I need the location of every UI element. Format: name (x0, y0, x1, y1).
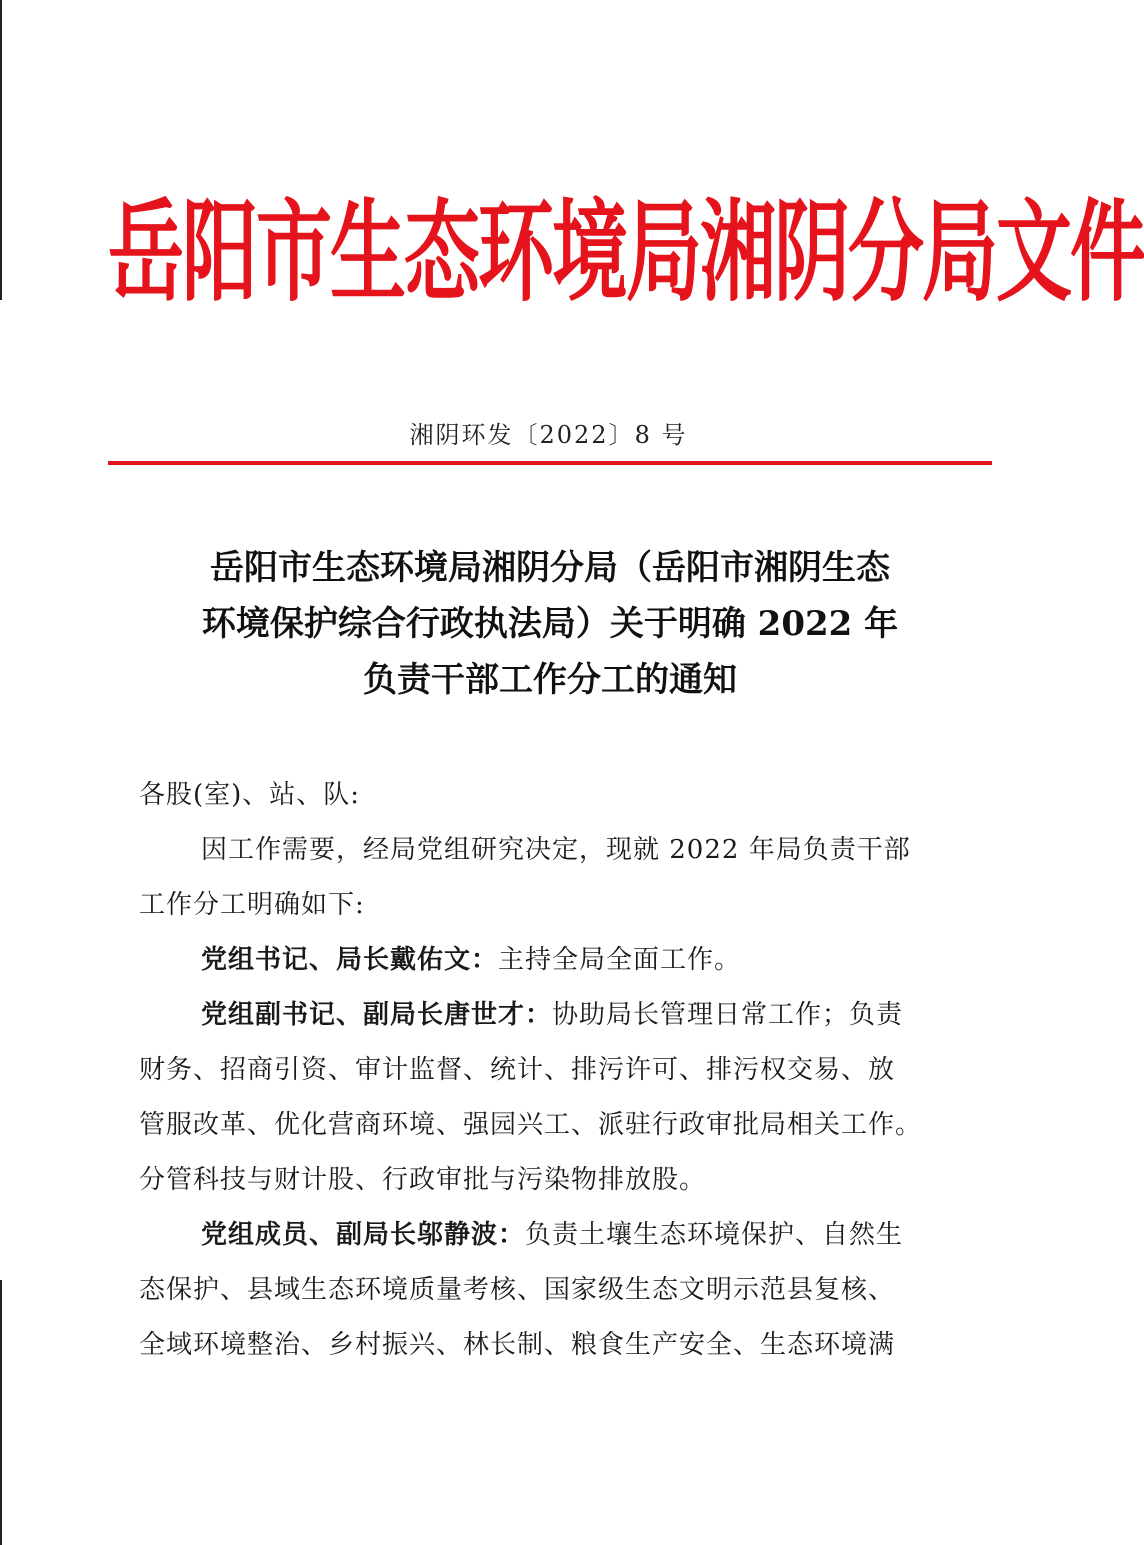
assignment-text: 管服改革、优化营商环境、强园兴工、派驻行政审批局相关工作。 (139, 1110, 923, 1140)
document-title (130, 540, 970, 708)
intro-line: 工作分工明确如下: (139, 890, 365, 920)
assignment-lead: 党组书记、局长戴佑文： (201, 945, 499, 975)
assignment-text: 分管科技与财计股、行政审批与污染物排放股。 (139, 1165, 707, 1195)
assignment-paragraph (139, 988, 959, 1043)
scan-edge-top (0, 0, 2, 300)
assignment-text: 主持全局全面工作。 (498, 945, 742, 975)
document-body (139, 768, 959, 1373)
title-line: 环境保护综合行政执法局）关于明确 2022 年 (201, 604, 899, 644)
assignment-text: 协助局长管理日常工作；负责 (552, 1000, 904, 1030)
intro-line: 因工作需要，经局党组研究决定，现就 2022 年局负责干部 (201, 835, 911, 865)
assignment-paragraph (139, 933, 959, 988)
assignment-text: 财务、招商引资、审计监督、统计、排污许可、排污权交易、放 (139, 1055, 896, 1085)
assignment-text: 态保护、县域生态环境质量考核、国家级生态文明示范县复核、 (139, 1275, 896, 1305)
assignment-lead: 党组成员、副局长邬静波： (201, 1220, 526, 1250)
assignment-text: 全域环境整治、乡村振兴、林长制、粮食生产安全、生态环境满 (139, 1330, 896, 1360)
salutation: 各股(室)、站、队: (139, 780, 361, 810)
title-line: 岳阳市生态环境局湘阴分局（岳阳市湘阴生态 (210, 548, 890, 588)
assignment-lead: 党组副书记、副局长唐世才： (201, 1000, 553, 1030)
red-divider-rule (108, 461, 992, 465)
assignment-paragraph (139, 1208, 959, 1263)
scan-edge-bottom (0, 1280, 2, 1545)
assignment-text: 负责土壤生态环境保护、自然生 (525, 1220, 904, 1250)
document-number: 湘阴环发〔2022〕8 号 (409, 421, 688, 449)
masthead: 岳阳市生态环境局湘阴分局文件 (108, 187, 1144, 317)
title-line: 负责干部工作分工的通知 (363, 660, 737, 700)
